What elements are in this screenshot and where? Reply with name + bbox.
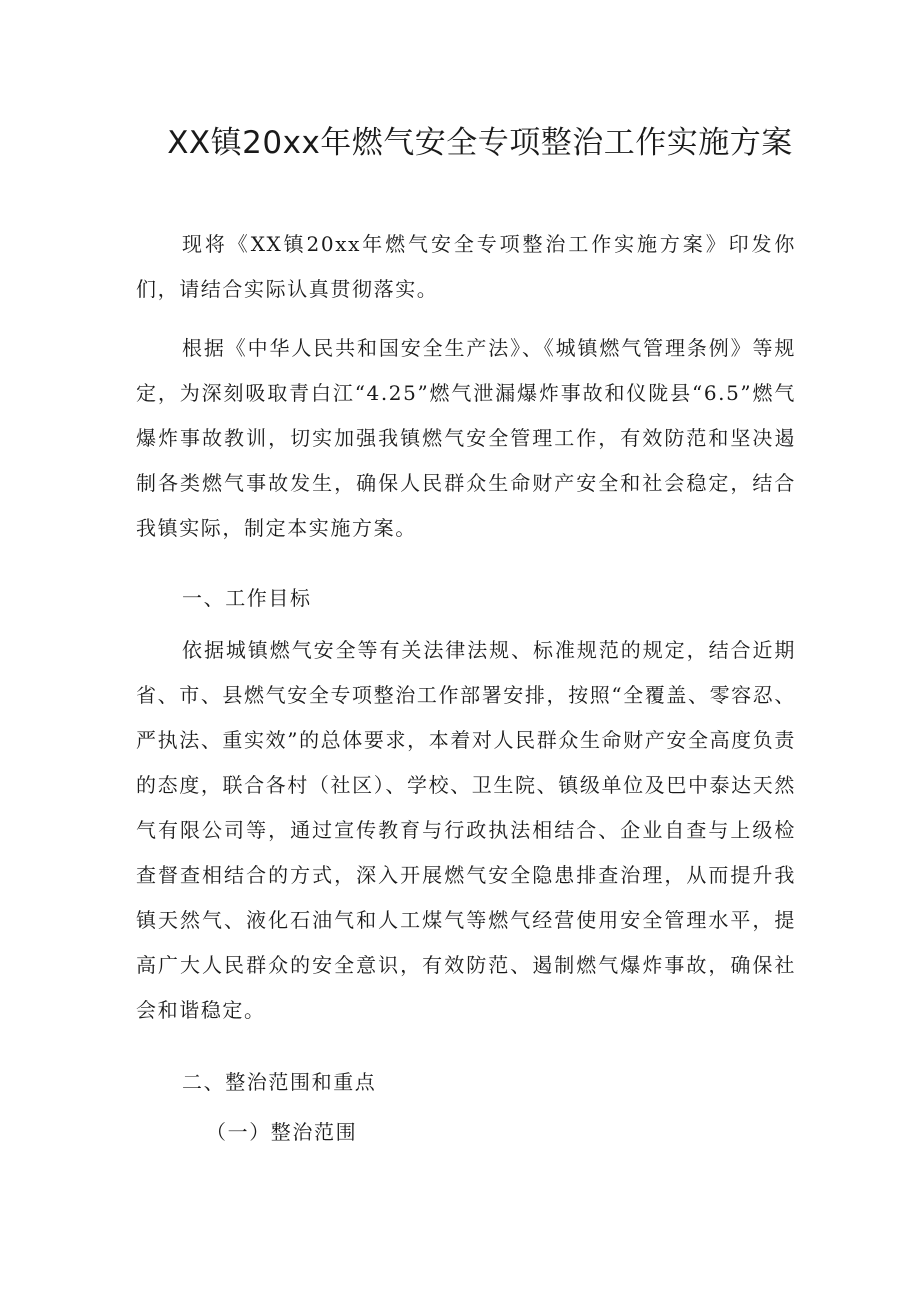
basis-paragraph: 根据《中华人民共和国安全生产法》、《城镇燃气管理条例》等规定，为深刻吸取青白江“4.25”燃气泄漏爆炸事故和仪陇县“6.5”燃气爆炸事故教训，切实加强我镇燃气安全管理工作，有效防范和坚决遏制各类燃气事故发生，确保人民群众生命财产安全和社会稳定，结合我镇实际，制定本实施方案。 xyxy=(136,336,796,540)
goals-paragraph: 依据城镇燃气安全等有关法律法规、标准规范的规定，结合近期省、市、县燃气安全专项整治工作部署安排，按照“全覆盖、零容忍、严执法、重实效”的总体要求，本着对人民群众生命财产安全高度负责的态度，联合各村（社区）、学校、卫生院、镇级单位及巴中泰达天然气有限公司等，通过宣传教育与行政执法相结合、企业自查与上级检查督查相结合的方式，深入开展燃气安全隐患排查治理，从而提升我镇天然气、液化石油气和人工煤气等燃气经营使用安全管理水平，提高广大人民群众的安全意识，有效防范、遏制燃气爆炸事故，确保社会和谐稳定。 xyxy=(136,638,796,1022)
section-heading-scope: 二、整治范围和重点 xyxy=(182,1070,377,1094)
subsection-heading-scope: （一）整治范围 xyxy=(206,1120,358,1144)
intro-paragraph: 现将《XX镇20xx年燃气安全专项整治工作实施方案》印发你们，请结合实际认真贯彻落实。 xyxy=(136,232,796,301)
section-heading-goals: 一、工作目标 xyxy=(182,586,312,610)
document-title: XX镇20xx年燃气安全专项整治工作实施方案 xyxy=(167,125,793,161)
